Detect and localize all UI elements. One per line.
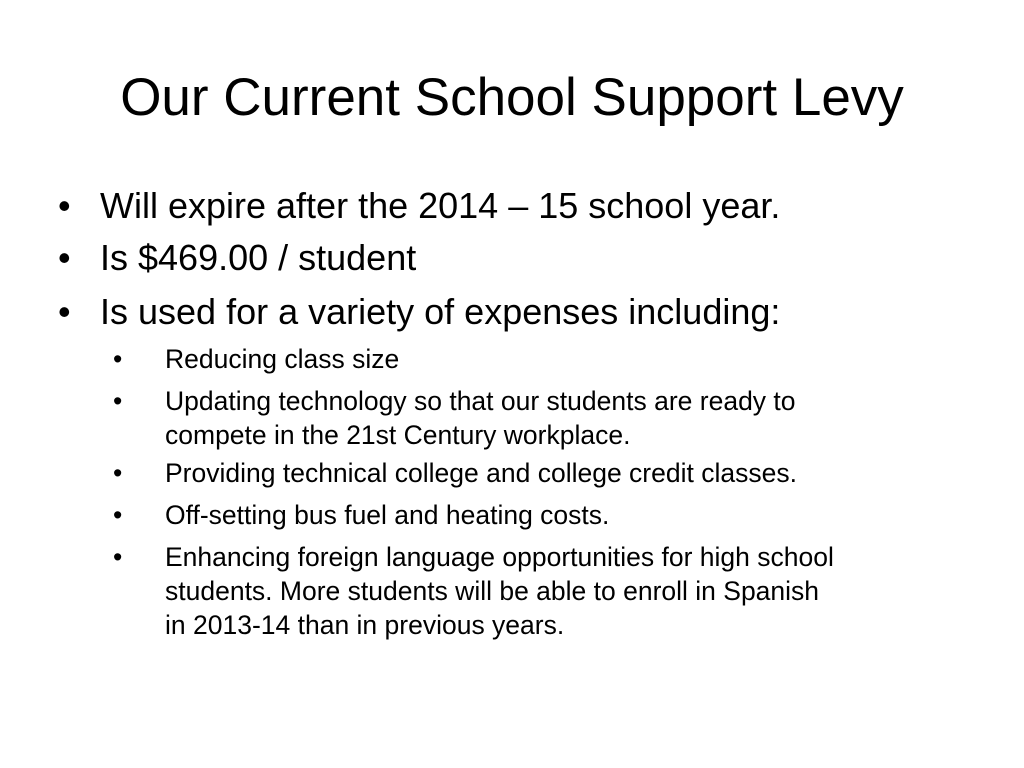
bullet-marker: •: [58, 291, 71, 332]
bullet-text: Is used for a variety of expenses including:: [100, 291, 781, 332]
sub-bullet-line: Reducing class size: [165, 344, 400, 374]
sub-bullet-line: in 2013-14 than in previous years.: [165, 610, 565, 640]
bullet-marker: •: [58, 185, 71, 226]
sub-bullet-line: Enhancing foreign language opportunities for high school: [165, 542, 834, 572]
sub-bullet-text: [165, 384, 975, 452]
slide-title: Our Current School Support Levy: [120, 68, 904, 127]
sub-bullet-marker: •: [113, 542, 123, 572]
sub-bullet-line: Updating technology so that our students are ready to: [165, 386, 796, 416]
sub-bullet-text: [165, 498, 975, 532]
sub-bullet-line: Off-setting bus fuel and heating costs.: [165, 500, 610, 530]
sub-bullet-line: compete in the 21st Century workplace.: [165, 420, 631, 450]
sub-bullet-text: [165, 540, 975, 642]
sub-bullet-text: [165, 342, 975, 376]
sub-bullet-marker: •: [113, 458, 123, 488]
sub-bullet-text: [165, 456, 975, 490]
bullet-text: Is $469.00 / student: [100, 237, 417, 278]
sub-bullet-marker: •: [113, 386, 123, 416]
bullet-text: Will expire after the 2014 – 15 school year.: [100, 185, 781, 226]
bullet-marker: •: [58, 237, 71, 278]
sub-bullet-marker: •: [113, 500, 123, 530]
sub-bullet-line: Providing technical college and college credit classes.: [165, 458, 797, 488]
sub-bullet-marker: •: [113, 344, 123, 374]
sub-bullet-line: students. More students will be able to enroll in Spanish: [165, 576, 820, 606]
